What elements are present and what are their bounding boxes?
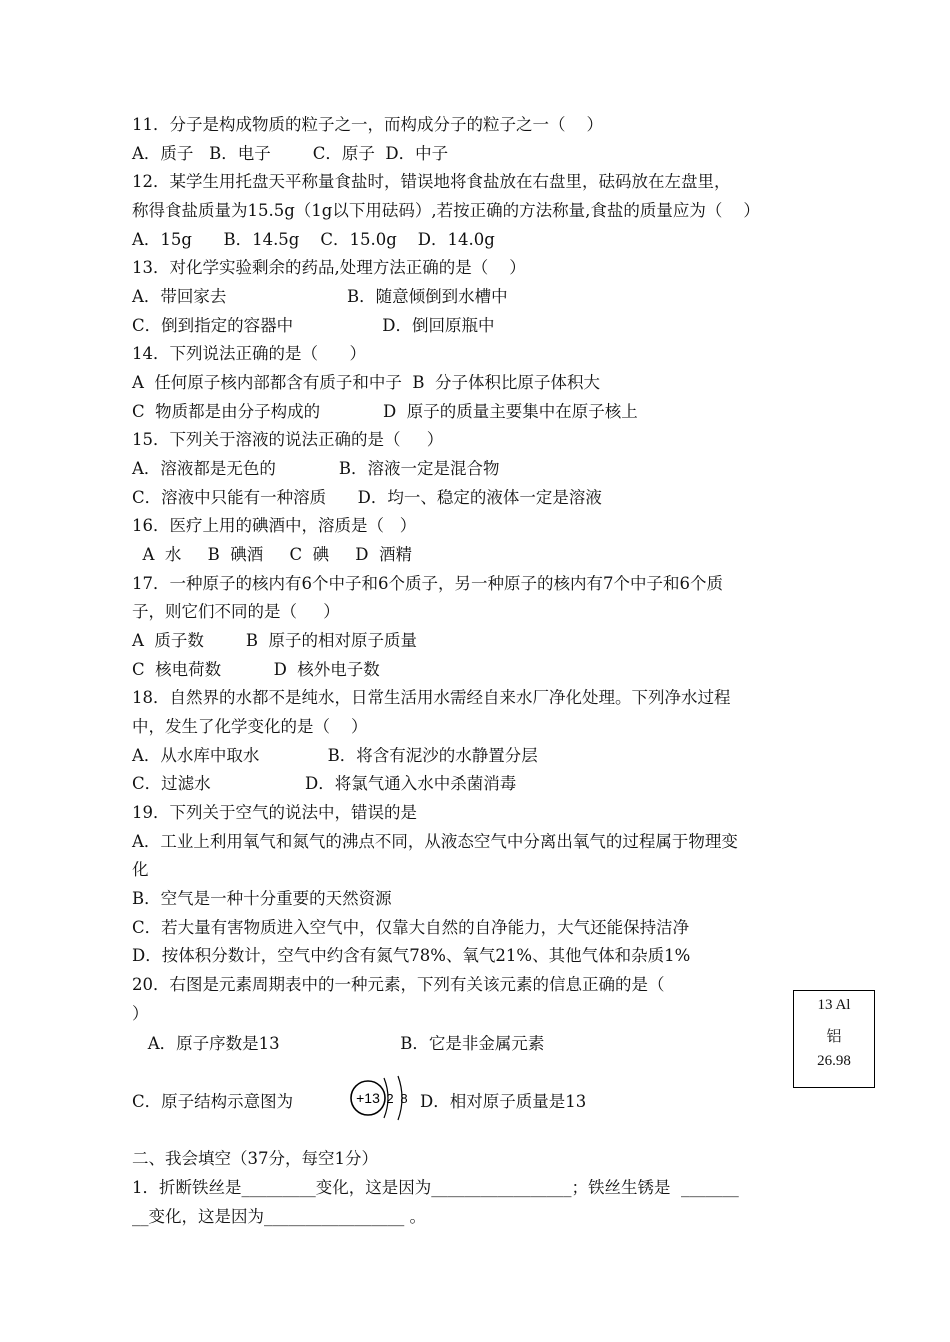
fill-blank-1-line2: __变化，这是因为_________________ 。 — [132, 1207, 426, 1226]
element-name: 铝 — [826, 1029, 842, 1045]
q19-stem: 19．下列关于空气的说法中，错误的是 — [132, 803, 417, 822]
fill-blank-1-line1: 1．折断铁丝是_________变化，这是因为_________________；铁丝生锈是 _______ — [132, 1178, 739, 1197]
periodic-element-box — [793, 990, 875, 1088]
q18-stem-line1: 18．自然界的水都不是纯水，日常生活用水需经自来水厂净化处理。下列净水过程 — [132, 688, 731, 707]
q14-stem: 14．下列说法正确的是（ ） — [132, 344, 366, 363]
q17-options-cd: C 核电荷数 D 核外电子数 — [132, 660, 380, 679]
q20-options-ab: A．原子序数是13 B．它是非金属元素 — [132, 1034, 545, 1053]
q20-option-c: C．原子结构示意图为 — [132, 1092, 294, 1111]
q17-stem-line2: 子，则它们不同的是（ ） — [132, 602, 340, 621]
q17-stem-line1: 17．一种原子的核内有6个中子和6个质子，另一种原子的核内有7个中子和6个质 — [132, 574, 723, 593]
q18-options-ab: A．从水库中取水 B．将含有泥沙的水静置分层 — [132, 746, 538, 765]
shell-2-electrons: 8 — [400, 1091, 408, 1106]
q12-stem-line2: 称得食盐质量为15.5g（1g以下用砝码）,若按正确的方法称量,食盐的质量应为（ ） — [132, 201, 760, 220]
q17-options-ab: A 质子数 B 原子的相对原子质量 — [132, 631, 417, 650]
q19-option-a-line1: A．工业上利用氧气和氮气的沸点不同，从液态空气中分离出氧气的过程属于物理变 — [132, 832, 738, 851]
q19-option-b: B．空气是一种十分重要的天然资源 — [132, 889, 392, 908]
q20-option-d: D．相对原子质量是13 — [420, 1092, 587, 1111]
q14-options-ab: A 任何原子核内部都含有质子和中子 B 分子体积比原子体积大 — [132, 373, 601, 392]
q20-stem-line2: ） — [132, 1004, 149, 1023]
q19-option-c: C．若大量有害物质进入空气中，仅靠大自然的自净能力，大气还能保持洁净 — [132, 918, 690, 937]
q16-stem: 16．医疗上用的碘酒中，溶质是（ ） — [132, 516, 417, 535]
q13-stem: 13．对化学实验剩余的药品,处理方法正确的是（ ） — [132, 258, 526, 277]
q12-options: A．15g B．14.5g C．15.0g D．14.0g — [132, 230, 495, 249]
q13-options-ab: A．带回家去 B．随意倾倒到水槽中 — [132, 287, 508, 306]
q11-stem: 11．分子是构成物质的粒子之一，而构成分子的粒子之一（ ） — [132, 115, 603, 134]
nucleus-charge: +13 — [356, 1090, 380, 1106]
q20-stem-line1: 20．右图是元素周期表中的一种元素，下列有关该元素的信息正确的是（ — [132, 975, 665, 994]
q15-options-ab: A．溶液都是无色的 B．溶液一定是混合物 — [132, 459, 500, 478]
shell-1-electrons: 2 — [386, 1091, 394, 1106]
section-two-heading: 二、我会填空（37分，每空1分） — [132, 1149, 378, 1168]
q16-options: A 水 B 碘酒 C 碘 D 酒精 — [132, 545, 413, 564]
q18-options-cd: C．过滤水 D．将氯气通入水中杀菌消毒 — [132, 774, 517, 793]
atomic-structure-diagram — [348, 1070, 418, 1126]
q19-option-a-line2: 化 — [132, 860, 149, 879]
q19-option-d: D．按体积分数计，空气中约含有氮气78%、氧气21%、其他气体和杂质1% — [132, 946, 691, 965]
q12-stem-line1: 12．某学生用托盘天平称量食盐时，错误地将食盐放在右盘里，砝码放在左盘里， — [132, 172, 731, 191]
element-number-symbol: 13 Al — [817, 997, 851, 1013]
q18-stem-line2: 中，发生了化学变化的是（ ） — [132, 717, 368, 736]
q15-options-cd: C．溶液中只能有一种溶质 D．均一、稳定的液体一定是溶液 — [132, 488, 602, 507]
q14-options-cd: C 物质都是由分子构成的 D 原子的质量主要集中在原子核上 — [132, 402, 638, 421]
q11-options: A．质子 B．电子 C．原子 D．中子 — [132, 144, 449, 163]
element-atomic-mass: 26.98 — [817, 1053, 851, 1069]
q15-stem: 15．下列关于溶液的说法正确的是（ ） — [132, 430, 444, 449]
q13-options-cd: C．倒到指定的容器中 D．倒回原瓶中 — [132, 316, 495, 335]
